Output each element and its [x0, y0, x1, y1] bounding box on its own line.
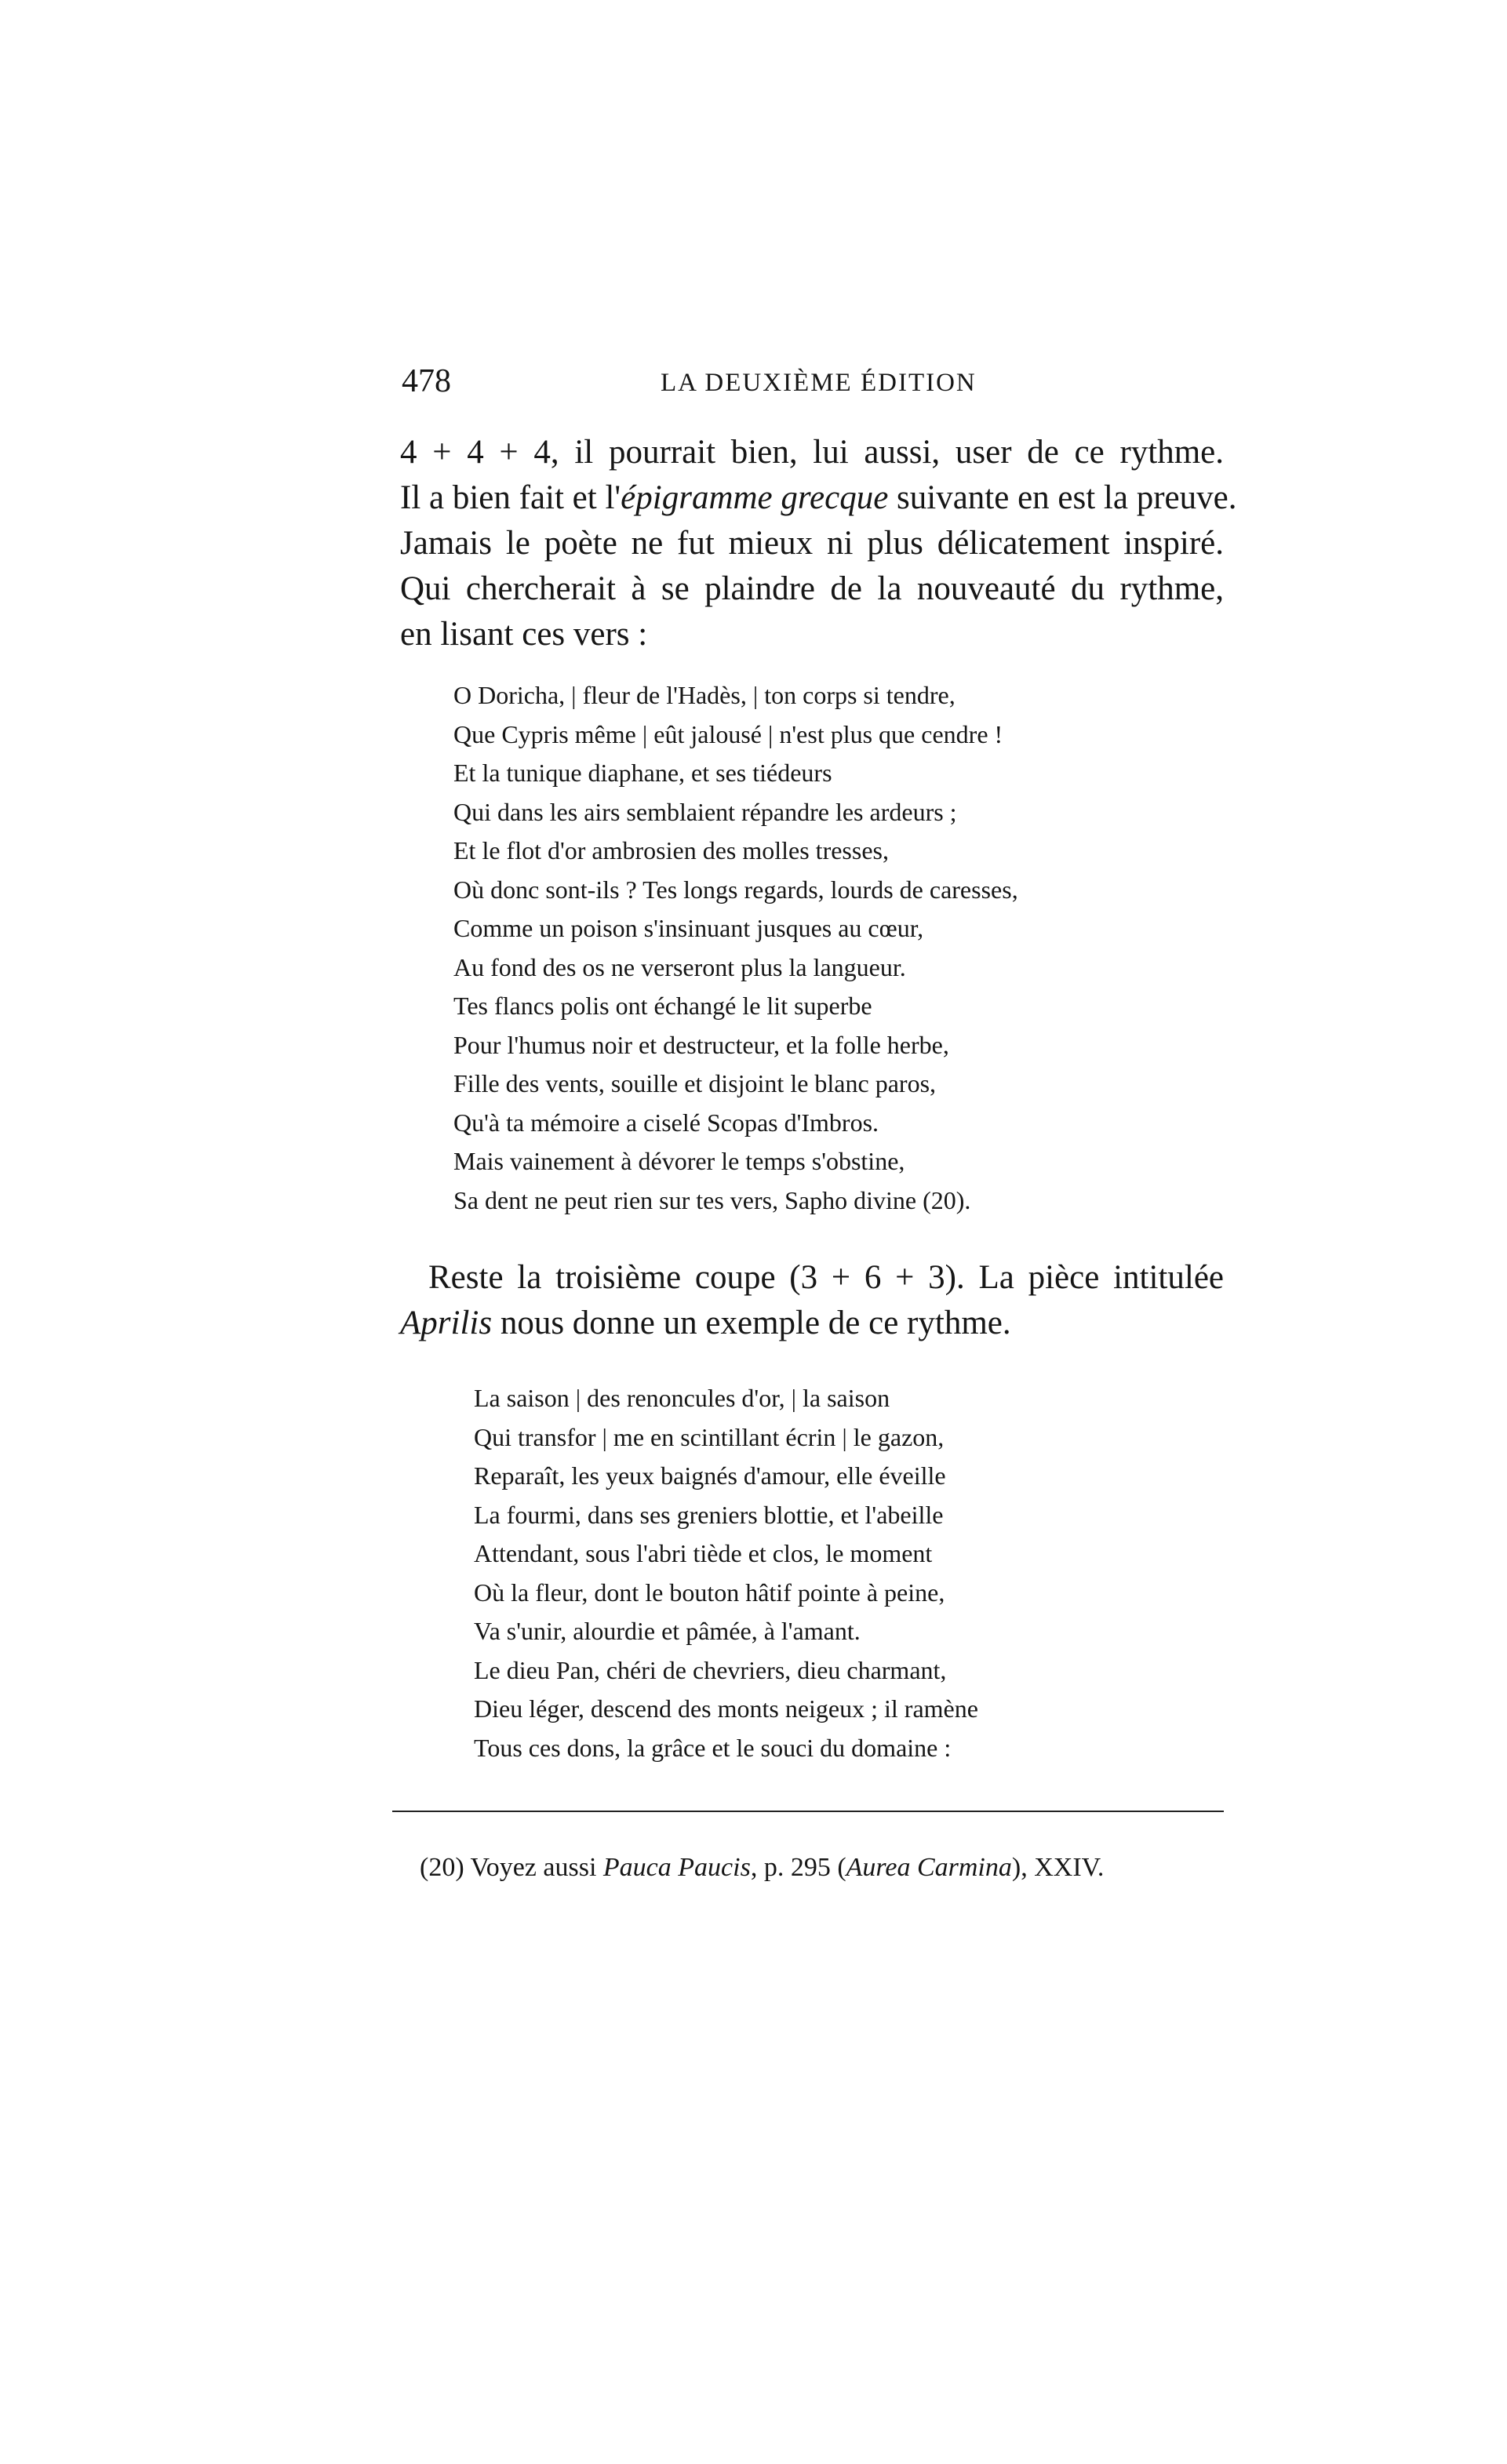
page-number: 478: [402, 363, 451, 399]
verse-line: Que Cypris même | eût jalousé | n'est plus que cendre !: [453, 719, 1003, 748]
verse-line: Mais vainement à dévorer le temps s'obstine,: [453, 1147, 905, 1175]
verse-line: Au fond des os ne verseront plus la langueur.: [453, 952, 906, 981]
verse-line: Et la tunique diaphane, et ses tiédeurs: [453, 759, 832, 787]
verse-line: Qu'à ta mémoire a ciselé Scopas d'Imbros.: [453, 1108, 879, 1137]
verse-line: Comme un poison s'insinuant jusques au cœur,: [453, 914, 924, 942]
paragraph-coupe: [400, 1255, 1224, 1346]
footnote: (20) Voyez aussi Pauca Paucis, p. 295 (Aurea Carmina), XXIV.: [420, 1853, 1105, 1882]
verse-line: Et le flot d'or ambrosien des molles tresses,: [453, 836, 889, 864]
verse-line: La fourmi, dans ses greniers blottie, et l'abeille: [474, 1500, 944, 1529]
footnote-title: Pauca Paucis: [602, 1853, 751, 1882]
verse-line: O Doricha, | fleur de l'Hadès, | ton corps si tendre,: [453, 681, 956, 709]
verse-line: Où la fleur, dont le bouton hâtif pointe à peine,: [474, 1578, 945, 1607]
verse-line: Sa dent ne peut rien sur tes vers, Sapho divine (20).: [453, 1185, 971, 1214]
paragraph-line: 4 + 4 + 4, il pourrait bien, lui aussi, user de ce rythme.: [400, 434, 1224, 471]
verse-line: Qui transfor | me en scintillant écrin | le gazon,: [474, 1422, 945, 1451]
verse-line: Tes flancs polis ont échangé le lit superbe: [453, 992, 872, 1020]
footnote-number: (20): [420, 1853, 464, 1882]
verse-line: Pour l'humus noir et destructeur, et la folle herbe,: [453, 1030, 949, 1059]
verse-epigram: [453, 676, 1018, 1220]
verse-line: Fille des vents, souille et disjoint le blanc paros,: [453, 1069, 937, 1097]
paragraph-line: Il a bien fait et l'épigramme grecque suivante en est la preuve.: [400, 479, 1237, 516]
verse-line: Va s'unir, alourdie et pâmée, à l'amant.: [474, 1617, 861, 1645]
paragraph-line: en lisant ces vers :: [400, 616, 648, 653]
paragraph-line: Qui chercherait à se plaindre de la nouveauté du rythme,: [400, 570, 1224, 607]
verse-line: Tous ces dons, la grâce et le souci du domaine :: [474, 1733, 952, 1762]
footnote-divider: [392, 1811, 1224, 1812]
paragraph-line: Reste la troisième coupe (3 + 6 + 3). La pièce intitulée: [428, 1259, 1224, 1296]
page-header: [402, 362, 1218, 409]
running-title: LA DEUXIÈME ÉDITION: [661, 369, 977, 397]
verse-line: Attendant, sous l'abri tiède et clos, le moment: [474, 1539, 933, 1567]
italic-title: Aprilis: [400, 1305, 493, 1341]
footnote-title: Aurea Carmina: [846, 1853, 1012, 1882]
verse-line: Reparaît, les yeux baignés d'amour, elle éveille: [474, 1461, 946, 1490]
verse-line: Où donc sont-ils ? Tes longs regards, lourds de caresses,: [453, 875, 1018, 904]
verse-aprilis: [474, 1379, 978, 1767]
verse-line: Qui dans les airs semblaient répandre les ardeurs ;: [453, 797, 957, 826]
italic-title: épigramme grecque: [621, 479, 889, 516]
verse-line: Dieu léger, descend des monts neigeux ; il ramène: [474, 1694, 978, 1723]
verse-line: La saison | des renoncules d'or, | la saison: [474, 1384, 890, 1412]
paragraph-intro: [400, 430, 1237, 657]
paragraph-line: Aprilis nous donne un exemple de ce rythme.: [400, 1305, 1011, 1341]
verse-line: Le dieu Pan, chéri de chevriers, dieu charmant,: [474, 1655, 947, 1684]
paragraph-line: Jamais le poète ne fut mieux ni plus délicatement inspiré.: [400, 525, 1224, 562]
